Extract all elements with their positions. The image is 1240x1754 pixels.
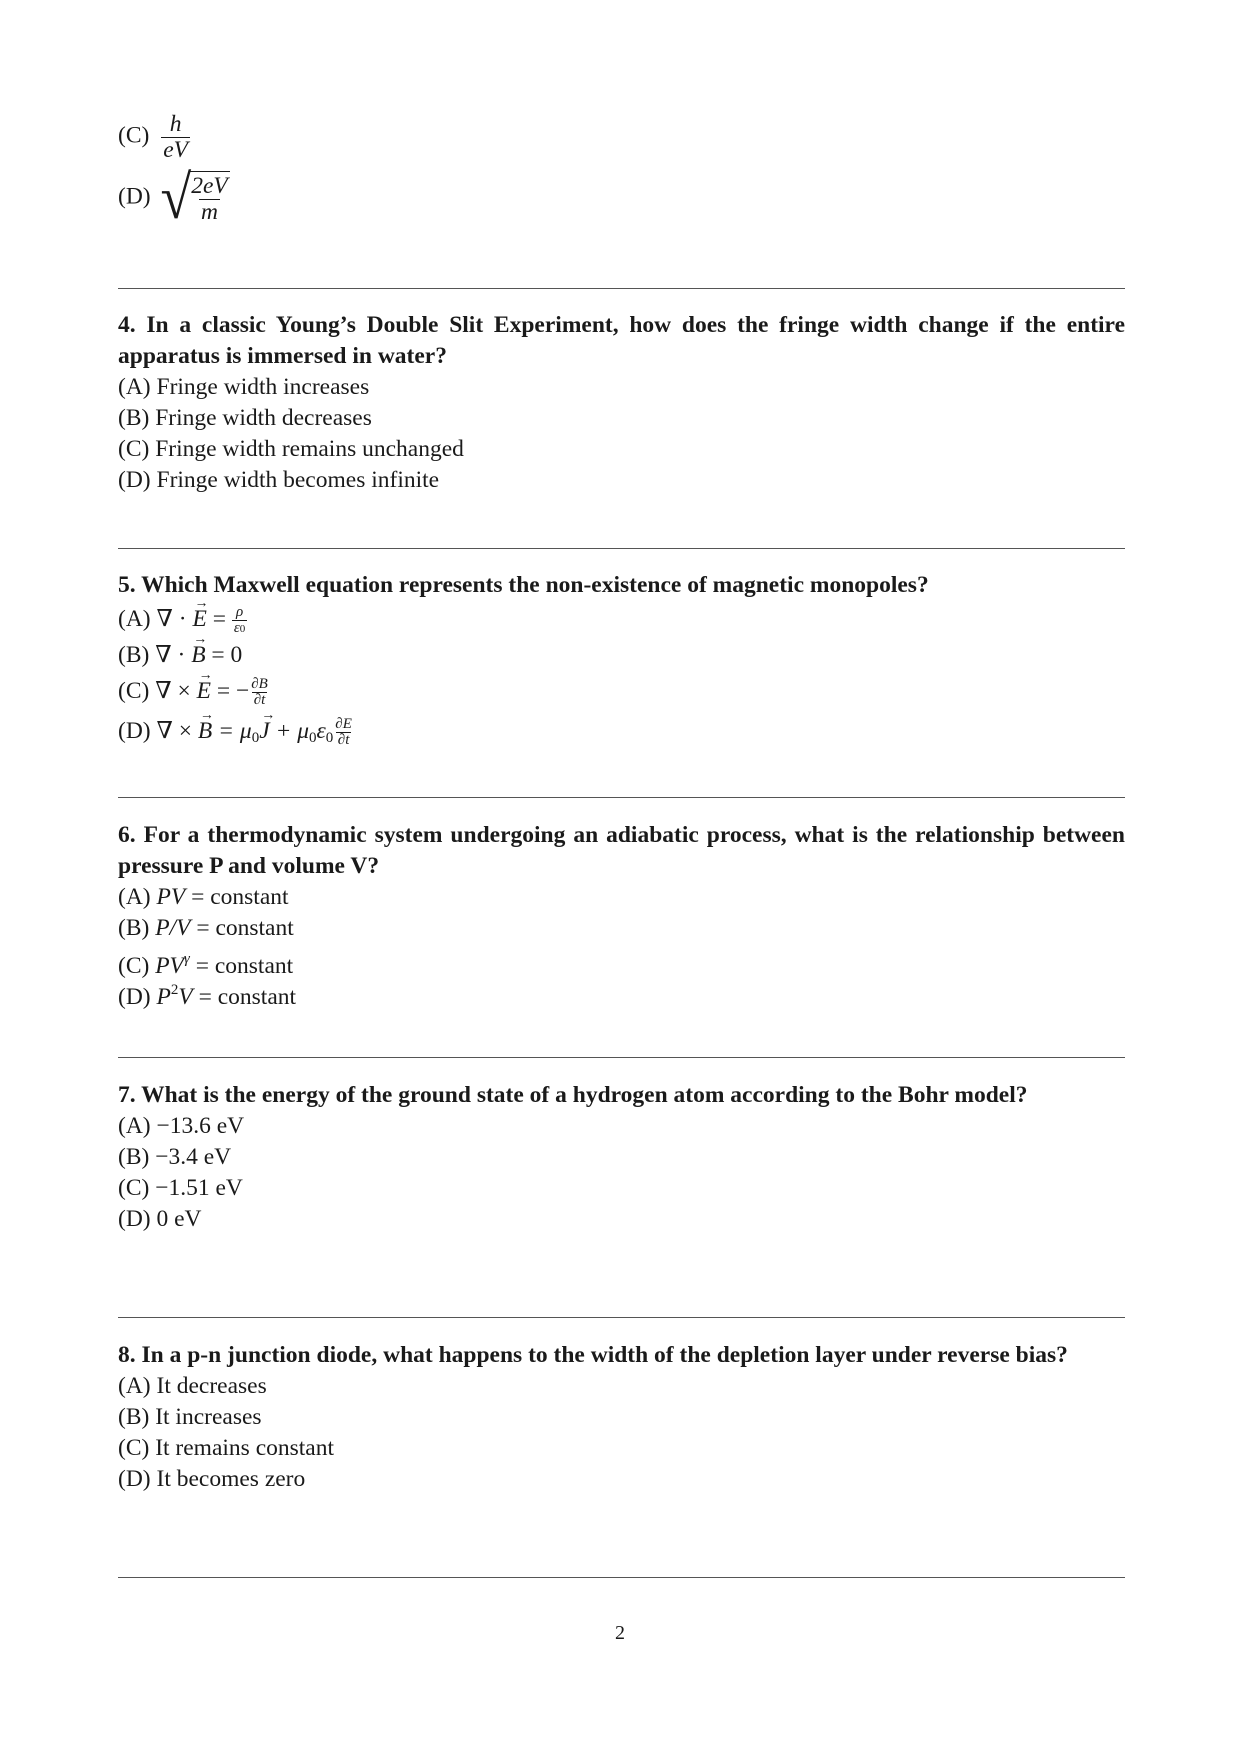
question-8: [118, 1340, 1125, 1495]
subscript: 0: [251, 730, 260, 746]
math-text: = μ: [212, 718, 252, 744]
option-label: (D): [118, 984, 151, 1010]
divider: [118, 797, 1125, 798]
math-text: ∇ ×: [155, 678, 197, 704]
option-b: (B) It increases: [118, 1404, 262, 1430]
divider: [118, 1577, 1125, 1578]
question-title: 7. What is the energy of the ground state of a hydrogen atom according to the Bohr model?: [118, 1082, 1028, 1108]
fraction-denominator: eV: [163, 136, 188, 163]
option-b: (B) −3.4 eV: [118, 1144, 232, 1170]
option-list: [118, 372, 1125, 496]
option-c: (C) It remains constant: [118, 1435, 335, 1461]
fraction-numerator: ∂B: [251, 676, 268, 693]
option-b: (B) Fringe width decreases: [118, 405, 372, 431]
subscript: 0: [309, 730, 317, 746]
subscript: 0: [239, 623, 246, 636]
question-title: 8. In a p-n junction diode, what happens to the width of the depletion layer under reverse bias?: [118, 1342, 1068, 1368]
option-label: (C): [118, 953, 150, 979]
fraction-denominator: ∂t: [253, 692, 266, 709]
q5-option-a: [118, 604, 247, 636]
question-4: [118, 310, 1125, 496]
vector-e: → E: [197, 676, 211, 707]
option-list: [118, 1371, 1125, 1495]
superscript: γ: [183, 951, 190, 967]
option-a: (A) Fringe width increases: [118, 374, 370, 400]
vector-b: → B: [191, 640, 205, 671]
q6-option-b: [118, 913, 294, 944]
option-label: (D): [118, 718, 151, 744]
divider: [118, 548, 1125, 549]
fraction-h-over-ev: [161, 112, 190, 162]
fraction-de-dt: [333, 717, 354, 748]
math-text: PV: [156, 884, 186, 910]
divider: [118, 1057, 1125, 1058]
option-d: (D) It becomes zero: [118, 1466, 306, 1492]
fraction-denominator: ∂t: [337, 732, 350, 749]
fraction-2ev-over-m: [189, 174, 230, 224]
sqrt-body: [189, 171, 230, 224]
option-label: (C): [118, 678, 150, 704]
option-label: (A): [118, 884, 151, 910]
math-text: P/V: [155, 915, 191, 941]
q5-option-b: [118, 640, 242, 671]
option-label: (D): [118, 183, 151, 210]
option-c: (C) −1.51 eV: [118, 1175, 243, 1201]
question-6: [118, 820, 1125, 882]
epsilon-symbol: ε: [316, 718, 326, 744]
option-d: (D) Fringe width becomes infinite: [118, 467, 440, 493]
option-label: (B): [118, 915, 150, 941]
q6-option-a: [118, 882, 289, 913]
option-list: [118, 1111, 1125, 1235]
math-text: =: [206, 606, 232, 632]
math-text: = −: [210, 678, 250, 704]
question-5: [118, 570, 1125, 601]
option-c: (C) Fringe width remains unchanged: [118, 436, 464, 462]
math-text: PV: [155, 953, 184, 979]
math-text: ∇ ×: [156, 718, 198, 744]
vector-e: → E: [192, 604, 206, 635]
question-title: 6. For a thermodynamic system undergoing an adiabatic process, what is the relationship between pressure P and volume V?: [118, 822, 1125, 879]
option-label: (A): [118, 606, 151, 632]
fraction-rho-over-eps0: [232, 605, 247, 636]
fraction-numerator: h: [169, 111, 182, 137]
divider: [118, 1317, 1125, 1318]
superscript: 2: [170, 982, 179, 998]
option-a: (A) It decreases: [118, 1373, 267, 1399]
sqrt-sign: √: [160, 163, 192, 233]
option-d: (D) 0 eV: [118, 1206, 202, 1232]
math-text: V: [178, 984, 193, 1010]
q5-option-d: [118, 716, 354, 754]
fraction-denominator: [232, 620, 247, 636]
q3-option-d: [118, 163, 230, 233]
fraction-numerator: ρ: [235, 604, 244, 621]
option-a: (A) −13.6 eV: [118, 1113, 245, 1139]
epsilon-symbol: ε: [233, 620, 240, 637]
q5-option-c: [118, 676, 270, 708]
fraction-numerator: ∂E: [335, 716, 352, 733]
option-label: (B): [118, 642, 150, 668]
square-root: [160, 163, 230, 233]
vector-b: → B: [198, 716, 212, 747]
math-text: = constant: [189, 953, 294, 979]
math-text: ∇ ·: [155, 642, 192, 668]
math-text: = constant: [192, 984, 297, 1010]
option-label: (C): [118, 122, 150, 149]
vector-j: → J: [259, 716, 269, 747]
math-text: = constant: [190, 915, 294, 941]
page-number: 2: [615, 1622, 625, 1644]
question-title: 4. In a classic Young’s Double Slit Experiment, how does the fringe width change if the entire apparatus is immersed in water?: [118, 312, 1125, 369]
math-text: ∇ ·: [156, 606, 193, 632]
q3-option-c: [118, 112, 190, 162]
math-text: + μ: [269, 718, 310, 744]
math-text: P: [156, 984, 171, 1010]
fraction-numerator: 2eV: [191, 173, 228, 200]
divider: [118, 288, 1125, 289]
q6-option-d: [118, 975, 296, 1013]
math-text: = 0: [205, 642, 243, 668]
question-title: 5. Which Maxwell equation represents the non-existence of magnetic monopoles?: [118, 572, 929, 598]
question-7: [118, 1080, 1125, 1235]
fraction-denominator: m: [201, 199, 218, 225]
math-text: = constant: [185, 884, 289, 910]
subscript: 0: [325, 730, 334, 746]
